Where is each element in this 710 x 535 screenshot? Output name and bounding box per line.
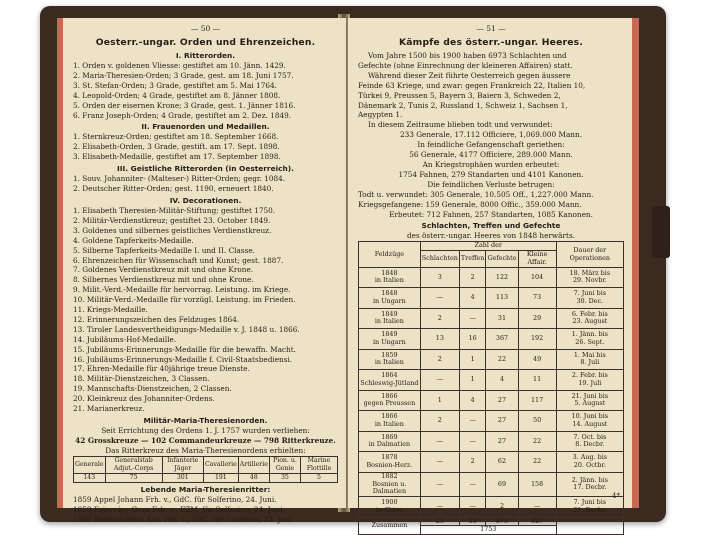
table-cell: 117 — [518, 390, 556, 411]
body-line: Dänemark 2, Tunis 2, Russland 1, Schweiz 1, Sachsen 1, — [358, 100, 568, 110]
row-place: in Italien — [374, 419, 404, 428]
list-item: 1. Orden v. goldenen Vliesse: gestiftet am 10. Jänn. 1429. — [73, 61, 286, 70]
table-cell — [556, 411, 623, 432]
row-year: 1878 — [381, 453, 398, 462]
table-cell: — — [420, 472, 459, 496]
table-cell: 3 — [420, 267, 459, 288]
row-place: gegen Preussen — [363, 399, 416, 408]
list-item: 1859 Appel Johann Frh. v., GdC. für Solferino, 24. Juni. — [73, 494, 277, 504]
row-year: 1900 — [381, 498, 398, 507]
table-row — [359, 370, 624, 391]
left-page-content — [73, 24, 338, 524]
table-cell: 49 — [518, 349, 556, 370]
table-header-cell: Treffen — [459, 251, 486, 268]
table-header-row — [74, 456, 338, 473]
list-item: 14. Jubiläums-Hof-Medaille. — [73, 334, 177, 344]
table-cell: 2 — [459, 452, 486, 473]
table-cell: 4 — [459, 288, 486, 309]
row-dauer-end: 19. Juli — [578, 378, 602, 387]
table-row — [359, 288, 624, 309]
row-dauer-start: 18. März bis — [569, 268, 611, 277]
table-cell: — — [459, 431, 486, 452]
body-line: Todt u. verwundet: 305 Generale, 10.505 Off., 1,227.000 Mann. — [358, 189, 594, 199]
page-title-right: Kämpfe des österr.-ungar. Heeres. — [398, 37, 584, 48]
body-line: Kriegsgefangene: 159 Generale, 8000 Offic., 359.000 Mann. — [358, 199, 582, 209]
row-place: Bosnien-Herz. — [366, 460, 413, 469]
table-cell: 4 — [459, 390, 486, 411]
row-dauer-end: 8. Juli — [580, 358, 600, 367]
table-row — [359, 497, 624, 518]
list-item: 2. Deutscher Ritter-Orden; gest. 1190, erneuert 1840. — [73, 184, 274, 194]
page-title-left: Oesterr.-ungar. Orden und Ehrenzeichen. — [95, 37, 316, 48]
list-item: 2. Elisabeth-Orden, 3 Grade, gestift. am 17. Sept. 1898. — [73, 142, 280, 152]
page-number-left: — 50 — — [190, 24, 221, 33]
table-cell: 2 — [459, 267, 486, 288]
section-heading: Schlachten, Treffen und Gefechte — [421, 221, 561, 231]
total-label: Zusammen — [359, 517, 421, 535]
row-dauer-end: 20. Octbr. — [573, 460, 606, 469]
list-item: 6. Ehrenzeichen für Wissenschaft und Kunst; gest. 1887. — [73, 255, 284, 265]
table-cell — [556, 267, 623, 288]
row-place: Schleswig-Jütland — [360, 378, 419, 387]
table-cell — [556, 370, 623, 391]
row-dauer-end: 23. August — [572, 317, 608, 326]
section-heading: Militär-Maria-Theresienorden. — [143, 416, 268, 425]
table-cell — [359, 452, 421, 473]
row-dauer-end: 14. August — [572, 419, 608, 428]
table-cell: 191 — [203, 473, 238, 482]
table-cell: 122 — [486, 267, 518, 288]
right-page-content — [358, 24, 624, 534]
body-line: Während dieser Zeit führte Oesterreich gegen äussere — [368, 70, 571, 80]
section-subheading: des österr.-ungar. Heeres von 1848 herwärts. — [406, 231, 576, 241]
row-dauer-start: 7. Juni bis — [573, 289, 607, 298]
table-cell: — — [459, 308, 486, 329]
table-cell: 4 — [486, 370, 518, 391]
row-dauer-start: 7. Oct. bis — [573, 432, 607, 441]
table-cell: — — [420, 452, 459, 473]
table-cell: 22 — [518, 452, 556, 473]
table-header-cell: Generalstab Adjut.-Corps — [105, 456, 162, 473]
row-year: 1849 — [381, 309, 398, 318]
list-item: 1. Elisabeth Theresien-Militär-Stiftung; gestiftet 1750. — [73, 205, 276, 215]
table-cell — [359, 267, 421, 288]
table-cell — [556, 329, 623, 350]
table-cell: — — [459, 472, 486, 496]
row-year: 1869 — [381, 432, 398, 441]
table-cell: 62 — [486, 452, 518, 473]
table-cell: 367 — [486, 329, 518, 350]
row-year: 1866 — [381, 391, 398, 400]
table-row — [359, 411, 624, 432]
table-cell — [359, 370, 421, 391]
table-cell: 113 — [486, 288, 518, 309]
body-line: In feindliche Gefangenschaft geriethen: — [417, 140, 565, 150]
table-cell: 16 — [459, 329, 486, 350]
page-signature: 4* — [612, 492, 620, 500]
table-cell: — — [518, 497, 556, 518]
table-row — [359, 349, 624, 370]
row-year: 1866 — [381, 412, 398, 421]
row-year: 1859 — [381, 350, 398, 359]
row-dauer-end: 31. Decbr. — [573, 505, 607, 514]
table-cell: 50 — [518, 411, 556, 432]
list-item: 4. Leopold-Orden; 4 Grade, gestiftet am 8. Jänner 1808. — [73, 90, 281, 100]
row-dauer-end: 26. Sept. — [575, 337, 605, 346]
section-heading: I. Ritterorden. — [175, 51, 236, 60]
table-cell — [359, 390, 421, 411]
list-item: 1. Souv. Johanniter- (Malteser-) Ritter-Orden; gegr. 1084. — [73, 174, 286, 184]
table-cell — [359, 411, 421, 432]
table-cell: — — [420, 431, 459, 452]
table-row — [359, 308, 624, 329]
row-dauer-start: 1. Mai bis — [573, 350, 606, 359]
table-header-row — [359, 242, 624, 251]
table-cell: 1 — [420, 390, 459, 411]
row-dauer-end: 29. Novbr. — [572, 276, 607, 285]
table-header-cell: Kleine Affair. — [518, 251, 556, 268]
table-cell: 69 — [486, 472, 518, 496]
row-dauer-start: 7. Juni bis — [573, 498, 607, 507]
table-cell: 27 — [486, 411, 518, 432]
table-cell — [556, 390, 623, 411]
row-place: in Italien — [374, 276, 404, 285]
list-item: 17. Ehren-Medaille für 40jährige treue Dienste. — [73, 364, 250, 374]
row-place: Bosnien u. Dalmatien — [372, 479, 407, 496]
list-item: 6. Franz Joseph-Orden; 4 Grade, gestiftet am 2. Dez. 1849. — [73, 110, 292, 120]
list-item: 3. St. Stefan-Orden; 3 Grade, gestiftet am 5. Mai 1764. — [73, 80, 277, 90]
body-line: Türkei 9, Preussen 5, Bayern 3, Baiern 3, Schweden 2, — [358, 90, 561, 100]
row-year: 1848 — [381, 268, 398, 277]
list-item: 1859 Fejerváry Geza Frh. v., FZM. für Solferino, 24. Juni. — [73, 504, 285, 514]
table-cell: 2 — [486, 497, 518, 518]
table-header-cell: Schlachten — [420, 251, 459, 268]
table-cell: 143 — [74, 473, 106, 482]
row-dauer-start: 2. Febr. bis — [571, 371, 608, 380]
table-cell: 27 — [486, 390, 518, 411]
table-cell — [359, 349, 421, 370]
list-item: 8. Silbernes Verdienstkreuz mit und ohne Krone. — [73, 275, 254, 285]
table-cell — [556, 431, 623, 452]
list-item: 12. Erinnerungszeichen des Feldzuges 1864. — [73, 314, 240, 324]
table-cell: — — [459, 411, 486, 432]
table-cell — [359, 472, 421, 496]
row-dauer-end: 8. Decbr. — [575, 440, 605, 449]
list-item: 3. Goldenes und silbernes geistliches Verdienstkreuz. — [73, 225, 272, 235]
body-line: 233 Generale, 17.112 Officiere, 1,069.000 Mann. — [399, 130, 583, 140]
row-year: 1882 — [381, 471, 398, 480]
list-item: 3. Elisabeth-Medaille, gestiftet am 17. September 1898. — [73, 152, 281, 162]
row-place: in Ungarn — [373, 337, 406, 346]
table-row — [359, 329, 624, 350]
table-cell: 35 — [269, 473, 300, 482]
table-cell: 13 — [420, 329, 459, 350]
table-cell — [359, 497, 421, 518]
list-item: 5. Silberne Tapferkeits-Medaille I. und II. Classe. — [73, 245, 255, 255]
body-line: In diesem Zeitraume blieben todt und verwundet: — [368, 120, 553, 130]
list-item: 1. Sternkreuz-Orden; gestiftet am 18. September 1668. — [73, 132, 279, 142]
table-cell: 22 — [518, 431, 556, 452]
list-item: 19. Mannschafts-Dienstzeichen, 2 Classen. — [73, 384, 232, 394]
table-cell — [556, 288, 623, 309]
body-line: 1754 Fahnen, 279 Standarten und 4101 Kanonen. — [398, 169, 584, 179]
left-page — [57, 18, 346, 524]
list-item: 16. Jubiläums-Erinnerungs-Medaille f. Civil-Staatsbediensi. — [73, 354, 293, 364]
table-cell: 22 — [486, 349, 518, 370]
table-row — [359, 431, 624, 452]
list-item: 5. Orden der eisernen Krone; 3 Grade, gest. 1. Jänner 1816. — [73, 100, 296, 110]
row-place: in Italien — [374, 317, 404, 326]
row-dauer-start: 6. Febr. bis — [571, 309, 608, 318]
body-line: Aegypten 1. — [358, 110, 403, 120]
row-year: 1864 — [381, 371, 398, 380]
row-dauer-start: 21. Juni bis — [571, 391, 609, 400]
row-place: in China — [375, 505, 403, 514]
row-dauer-end: 5. August — [574, 399, 606, 408]
body-line: Das Ritterkreuz des Maria-Theresienordens erhielten: — [105, 445, 306, 455]
list-item: 21. Marianerkreuz. — [73, 404, 145, 414]
table-cell: — — [459, 497, 486, 518]
table-cell: 301 — [162, 473, 203, 482]
list-item: 13. Tiroler Landesvertheidigungs-Medaille v. J. 1848 u. 1866. — [73, 324, 300, 334]
right-page — [348, 18, 639, 534]
table-row — [74, 473, 338, 482]
table-cell — [359, 431, 421, 452]
table-header-cell: Pion. u. Genie — [269, 456, 300, 473]
table-header-cell: Zahl der — [420, 242, 556, 251]
table-header-cell: Cavallerie — [203, 456, 238, 473]
list-item: 4. Goldene Tapferkeits-Medaille. — [73, 235, 194, 245]
table-cell: — — [420, 288, 459, 309]
table-cell — [556, 308, 623, 329]
list-item: 10. Militär-Verd.-Medaille für vorzügl. Leistung. im Frieden. — [73, 295, 296, 305]
list-item: 1866 Bechtolsheim Ant. Frh. v., GdC. für Custozza, 24. Juni. — [73, 514, 295, 524]
section-heading: IV. Decorationen. — [169, 195, 242, 205]
table-row — [359, 390, 624, 411]
page-number-right: — 51 — — [476, 24, 506, 33]
table-cell: 27 — [486, 431, 518, 452]
table-cell — [556, 349, 623, 370]
body-line: Feinde 63 Kriege, und zwar: gegen Frankreich 22, Italien 10, — [358, 80, 586, 90]
table-cell: — — [420, 497, 459, 518]
row-place: in Dalmatien — [368, 440, 411, 449]
table-cell: 2 — [420, 411, 459, 432]
table-cell: 48 — [238, 473, 269, 482]
table-cell: 2 — [420, 349, 459, 370]
section-heading: Lebende Maria-Theresienritter: — [140, 484, 271, 494]
body-line: An Kriegstrophäen wurden erbeutet: — [422, 159, 560, 169]
row-dauer-start: 3. Aug. bis — [572, 453, 608, 462]
table-cell: 1 — [459, 349, 486, 370]
table-row — [359, 267, 624, 288]
table-header-cell: Infanterie Jäger — [162, 456, 203, 473]
battles-table — [358, 241, 624, 535]
table-header-cell: Marine Flottille — [300, 456, 337, 473]
list-item: 15. Jubiläums-Erinnerungs-Medaille für die bewaffn. Macht. — [73, 344, 296, 354]
table-cell: 29 — [518, 308, 556, 329]
row-dauer-end: 30. Dec. — [576, 296, 604, 305]
body-line: Seit Errichtung des Ordens 1. J. 1757 wurden verliehen: — [101, 426, 310, 435]
list-item: 20. Kleinkreuz des Johanniter-Ordens. — [73, 394, 215, 404]
total-cell: 827 — [518, 517, 556, 526]
row-dauer-start: 1. Jänn. bis — [571, 330, 608, 339]
table-cell: 192 — [518, 329, 556, 350]
table-header-cell: Dauer der Operationen — [556, 242, 623, 267]
bookmark-tab — [652, 206, 670, 258]
table-header-cell: Feldzüge — [359, 242, 421, 267]
body-line: Vom Jahre 1500 bis 1900 haben 6973 Schlachten und — [368, 51, 567, 60]
table-cell — [556, 452, 623, 473]
total-cell: 873 — [486, 517, 518, 526]
table-header-cell: Generale — [74, 456, 106, 473]
list-item: 2. Militär-Verdienstkreuz; gestiftet 23. October 1849. — [73, 215, 271, 225]
table-cell: 31 — [486, 308, 518, 329]
row-dauer-start: 10. Juni bis — [571, 412, 609, 421]
body-line: Die feindlichen Verluste betrugen: — [427, 179, 555, 189]
section-heading: II. Frauenorden und Medaillen. — [141, 122, 270, 132]
list-item: 2. Maria-Theresien-Orden; 3 Grade, gest. am 18. Juni 1757. — [73, 70, 294, 80]
list-item: 18. Militär-Dienstzeichen, 3 Classen. — [73, 374, 210, 384]
table-cell: — — [420, 370, 459, 391]
ritterkreuz-table — [73, 456, 338, 483]
row-place: in Italien — [374, 358, 404, 367]
table-header-cell: Artillerie — [238, 456, 269, 473]
body-line: Gefechte (ohne Einrechnung der kleineren Affairen) statt. — [358, 60, 573, 70]
table-cell: 75 — [105, 473, 162, 482]
table-cell: 2 — [420, 308, 459, 329]
table-header-cell: Gefechte — [486, 251, 518, 268]
table-cell — [359, 288, 421, 309]
table-cell — [556, 517, 623, 535]
table-cell: 5 — [300, 473, 337, 482]
list-item: 11. Kriegs-Medaille. — [73, 305, 148, 315]
total-cell: 30 — [459, 517, 486, 526]
table-cell — [359, 329, 421, 350]
body-line: 42 Grosskreuze — 102 Commandeurkreuze — 798 Ritterkreuze. — [75, 435, 336, 445]
table-cell: 73 — [518, 288, 556, 309]
table-cell: 1 — [459, 370, 486, 391]
row-year: 1848 — [381, 289, 398, 298]
table-cell: 158 — [518, 472, 556, 496]
row-place: in Ungarn — [373, 296, 406, 305]
total-cell: 23 — [420, 517, 459, 526]
row-dauer-start: 2. Jänn. bis — [571, 475, 608, 484]
row-dauer-end: 17. Decbr. — [573, 483, 607, 492]
body-line: 56 Generale, 4177 Officiere, 289.000 Mann. — [409, 150, 573, 160]
body-line: Erbeutet: 712 Fahnen, 257 Standarten, 1085 Kanonen. — [389, 209, 593, 219]
table-row — [359, 472, 624, 496]
list-item: 9. Milit.-Verd.-Medaille für hervorrag. Leistung. im Kriege. — [73, 285, 291, 295]
table-cell: 11 — [518, 370, 556, 391]
table-cell — [359, 308, 421, 329]
section-heading: III. Geistliche Ritterorden (in Oesterreich). — [117, 164, 294, 174]
list-item: 7. Goldenes Verdienstkreuz mit und ohne Krone. — [73, 265, 254, 275]
grand-total-cell: 1753 — [420, 526, 556, 535]
table-row — [359, 452, 624, 473]
row-year: 1849 — [381, 330, 398, 339]
table-cell: 104 — [518, 267, 556, 288]
